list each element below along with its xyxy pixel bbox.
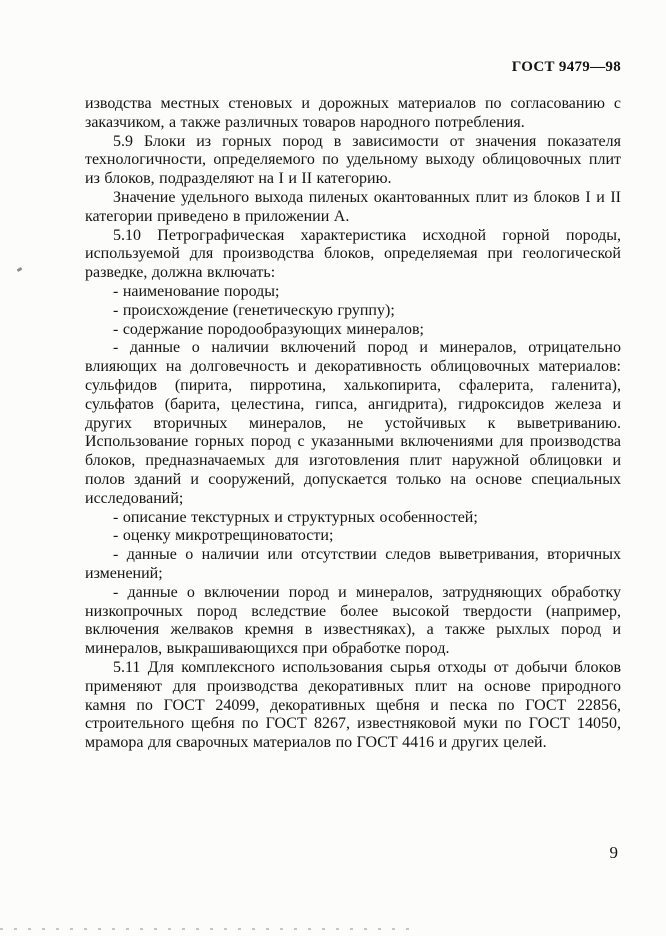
scan-edge-artifact bbox=[0, 928, 420, 930]
list-item-microcracks: - оценку микротрещиноватости; bbox=[113, 527, 334, 545]
list-item-hard-inclusions: - данные о включении пород и минералов, затрудняющих обработку низкопрочных пород вследствие более высокой твердости (например, включения желваков кремня в известняках), а также рыхлых пород и минералов, выкрашивающихся при обработке пород. bbox=[85, 583, 621, 658]
clause-5-11: 5.11 Для комплексного использования сырья отходы от добычи блоков применяют для производства декоративных плит на основе природного камня по ГОСТ 24099, декоративных щебня и песка по ГОСТ 22856, строительного щебня по ГОСТ 8267, известняковой муки по ГОСТ 14050, мрамора для сварочных материалов по ГОСТ 4416 и других целей. bbox=[85, 658, 621, 752]
list-item-mineral-content: - содержание породообразующих минералов; bbox=[113, 320, 424, 338]
clause-5-9-note: Значение удельного выхода пиленых окантованных плит из блоков I и II категории приведено в приложении А. bbox=[85, 188, 621, 225]
list-item-rock-name: - наименование породы; bbox=[113, 282, 280, 300]
scan-speck-artifact bbox=[17, 267, 23, 272]
list-item-inclusions: - данные о наличии включений пород и минералов, отрицательно влияющих на долговечность и декоративность облицовочных материалов: сульфидов (пирита, пирротина, халькопирита, сфалерита, галенита), сульфатов (барита, целестина, гипса, ангидрита), гидроксидов железа и других вторичных минералов, не устойчивых к выветриванию. Использование горных пород с указанными включениями для производства блоков, предназначаемых для изготовления плит наружной облицовки и полов зданий и сооружений, допускается только на основе специальных исследований; bbox=[85, 339, 621, 507]
clause-5-10: 5.10 Петрографическая характеристика исходной горной породы, используемой для производства блоков, определяемая при геологической разведке, должна включать: bbox=[85, 226, 621, 282]
doc-number-header: ГОСТ 9479—98 bbox=[511, 59, 621, 75]
page-number: 9 bbox=[609, 843, 618, 862]
list-item-weathering: - данные о наличии или отсутствии следов выветривания, вторичных изменений; bbox=[85, 546, 621, 582]
list-item-origin: - происхождение (генетическую группу); bbox=[113, 301, 395, 319]
continued-paragraph: изводства местных стеновых и дорожных материалов по согласованию с заказчиком, а также различных товаров народного потребления. bbox=[85, 95, 621, 131]
clause-5-9: 5.9 Блоки из горных пород в зависимости от значения показателя технологичности, определяемого по удельному выходу облицовочных плит из блоков, подразделяют на I и II категорию. bbox=[85, 132, 621, 188]
list-item-texture: - описание текстурных и структурных особенностей; bbox=[113, 508, 478, 526]
document-body bbox=[85, 95, 621, 753]
